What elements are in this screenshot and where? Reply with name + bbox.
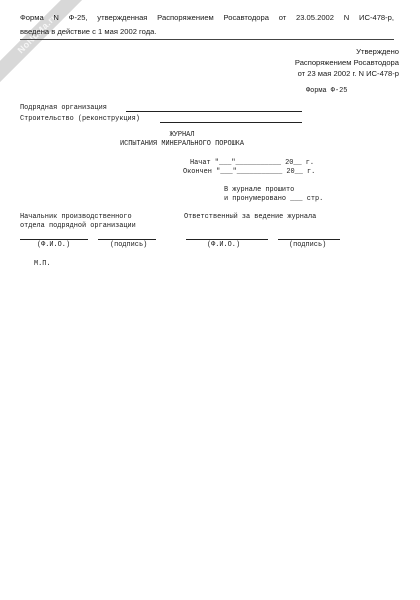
approval-line-2: Распоряжением Росавтодора	[294, 58, 399, 67]
form-label: Форма Ф-25	[306, 87, 348, 95]
right-fio-caption: (Ф.И.О.)	[207, 241, 241, 249]
left-fio-caption: (Ф.И.О.)	[37, 241, 71, 249]
watermark-ribbon: NoNuMa.ru	[0, 0, 93, 88]
left-signature-caption: (подпись)	[110, 241, 148, 249]
right-signature-caption: (подпись)	[289, 241, 327, 249]
approval-line-1: Утверждено	[356, 47, 399, 56]
left-signer-title-2: отдела подрядной организации	[20, 222, 136, 230]
left-signer-title-1: Начальник производственного	[20, 213, 132, 221]
end-date: Окончен "___"___________ 20__ г.	[183, 168, 316, 176]
journal-title: ЖУРНАЛ	[169, 131, 195, 139]
construction-label: Строительство (реконструкция)	[20, 115, 140, 123]
left-signature-line	[98, 239, 156, 240]
stamp-place: М.П.	[34, 260, 51, 268]
left-fio-line	[20, 239, 88, 240]
contractor-line	[126, 111, 302, 112]
header-divider	[20, 39, 394, 40]
right-fio-line	[186, 239, 268, 240]
header-line-1: Форма N Ф-25, утвержденная Распоряжением Росавтодора от 23.05.2002 N ИС-478-р,	[20, 13, 394, 22]
pages-note-line-2: и пронумеровано ___ стр.	[224, 195, 324, 203]
right-signer-title: Ответственный за ведение журнала	[184, 213, 317, 221]
pages-note-line-1: В журнале прошито	[224, 186, 295, 194]
construction-line	[160, 122, 302, 123]
journal-subtitle: ИСПЫТАНИЯ МИНЕРАЛЬНОГО ПОРОШКА	[119, 140, 245, 148]
start-date: Начат "___"___________ 20__ г.	[190, 159, 315, 167]
header-line-2: введена в действие с 1 мая 2002 года.	[20, 27, 157, 36]
right-signature-line	[278, 239, 340, 240]
approval-line-3: от 23 мая 2002 г. N ИС-478-р	[297, 69, 399, 78]
contractor-label: Подрядная организация	[20, 104, 107, 112]
